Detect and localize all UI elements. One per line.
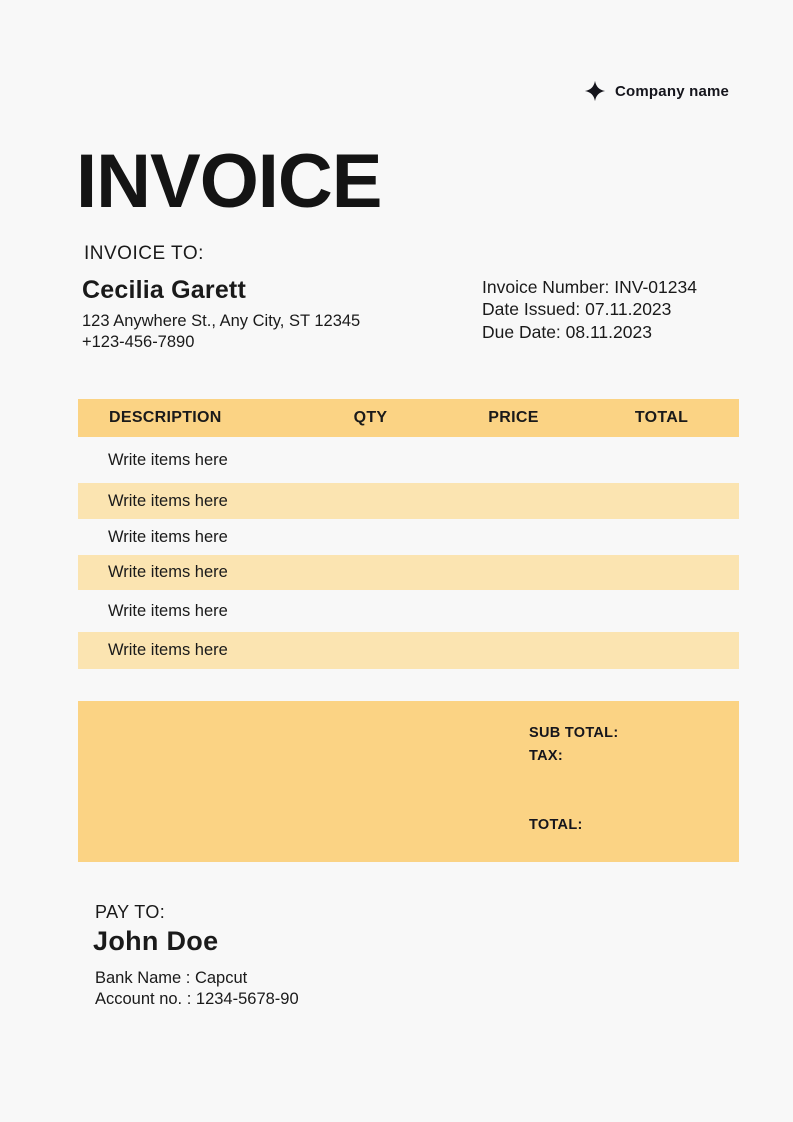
client-address: 123 Anywhere St., Any City, ST 12345: [82, 312, 361, 330]
cell-description: Write items here: [108, 641, 228, 659]
col-price: PRICE: [488, 409, 539, 426]
table-row: [78, 590, 739, 632]
client-phone: +123-456-7890: [82, 332, 195, 351]
client-contact: [82, 311, 360, 352]
col-total: TOTAL: [634, 409, 689, 426]
totals-box: [78, 701, 739, 862]
cell-description: Write items here: [108, 491, 228, 510]
table-header: [78, 399, 739, 437]
pay-to-label: PAY TO:: [95, 902, 166, 922]
due-date: Due Date: 08.11.2023: [482, 321, 652, 342]
payee-name: John Doe: [93, 926, 219, 956]
col-qty: QTY: [353, 409, 388, 426]
table-row: [78, 483, 739, 519]
invoice-title: INVOICE: [76, 139, 382, 224]
bank-name: Bank Name : Capcut: [95, 969, 248, 987]
table-body: [78, 437, 739, 669]
pay-details: [95, 968, 299, 1009]
account-number: Account no. : 1234-5678-90: [95, 989, 299, 1008]
cell-description: Write items here: [108, 563, 228, 581]
table-row: [78, 437, 739, 483]
total-label: TOTAL:: [529, 817, 583, 833]
brand: [584, 80, 729, 102]
invoice-number: Invoice Number: INV-01234: [482, 277, 697, 297]
table-row: [78, 519, 739, 555]
company-name: Company name: [615, 82, 730, 100]
cell-description: Write items here: [108, 527, 228, 546]
date-issued: Date Issued: 07.11.2023: [482, 299, 672, 320]
table-row: [78, 632, 739, 669]
sparkle-icon: [584, 80, 606, 102]
client-name: Cecilia Garett: [82, 276, 246, 304]
tax-label: TAX:: [529, 748, 563, 764]
table-row: [78, 555, 739, 590]
cell-description: Write items here: [108, 601, 228, 620]
invoice-meta: [482, 276, 697, 343]
cell-description: Write items here: [108, 450, 228, 469]
subtotal-label: SUB TOTAL:: [529, 725, 619, 741]
items-table: [78, 399, 739, 669]
invoice-to-label: INVOICE TO:: [84, 243, 204, 264]
col-description: DESCRIPTION: [109, 409, 222, 426]
